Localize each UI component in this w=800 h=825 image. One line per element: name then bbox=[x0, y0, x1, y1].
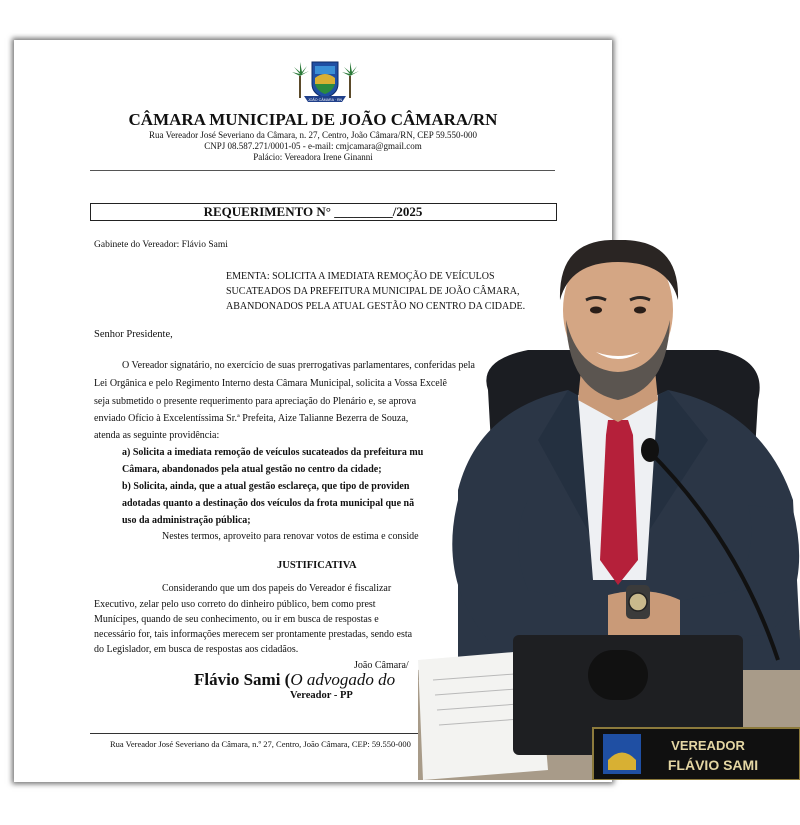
signature-role: Vereador - PP bbox=[290, 690, 353, 701]
request-item: uso da administração pública; bbox=[122, 515, 251, 526]
councilman-photo bbox=[418, 240, 800, 780]
chamber-contact: CNPJ 08.587.271/0001-05 - e-mail: cmjcamara@gmail.com bbox=[204, 141, 422, 151]
justificativa-line: Considerando que um dos papeis do Vereador é fiscalizar bbox=[162, 583, 392, 594]
footer-address: Rua Vereador José Severiano da Câmara, n.º 27, Centro, João Câmara, CEP: 59.550-000 bbox=[110, 739, 411, 749]
place-date: João Câmara/ bbox=[354, 660, 409, 671]
request-item: a) Solicita a imediata remoção de veículos sucateados da prefeitura mu bbox=[122, 447, 424, 458]
nameplate-title: VEREADOR bbox=[671, 738, 745, 753]
chamber-address: Rua Vereador José Severiano da Câmara, n. 27, Centro, João Câmara/RN, CEP 59.550-000 bbox=[149, 130, 477, 140]
closing-line: Nestes termos, aproveito para renovar votos de estima e conside bbox=[162, 531, 419, 542]
ementa-line: SUCATEADOS DA PREFEITURA MUNICIPAL DE JOÃO CÂMARA, bbox=[226, 286, 520, 297]
request-item: b) Solicita, ainda, que a atual gestão esclareça, que tipo de providen bbox=[122, 481, 410, 492]
nameplate-name: FLÁVIO SAMI bbox=[667, 757, 759, 773]
ementa-line: ABANDONADOS PELA ATUAL GESTÃO NO CENTRO DA CIDADE. bbox=[226, 301, 526, 312]
signature-name bbox=[194, 670, 395, 690]
salutation: Senhor Presidente, bbox=[94, 329, 173, 340]
justificativa-title: JUSTIFICATIVA bbox=[277, 560, 357, 571]
header-divider bbox=[90, 170, 555, 171]
justificativa-line: Executivo, zelar pelo uso correto do dinheiro público, bem como prest bbox=[94, 599, 376, 610]
crest-right-palm bbox=[342, 62, 359, 98]
justificativa-line: Munícipes, quando de seu conhecimento, ou ir em busca de respostas e bbox=[94, 614, 379, 625]
ementa-line: EMENTA: SOLICITA A IMEDIATA REMOÇÃO DE VEÍCULOS bbox=[226, 271, 495, 282]
chamber-title: CÂMARA MUNICIPAL DE JOÃO CÂMARA/RN bbox=[128, 110, 498, 129]
body-line: atenda as seguinte providência: bbox=[94, 430, 220, 441]
crest-left-palm bbox=[292, 62, 309, 98]
crest-banner-text: JOÃO CÂMARA · RN bbox=[307, 98, 343, 102]
body-line: Lei Orgânica e pelo Regimento Interno desta Câmara Municipal, solicita a Vossa Excelê bbox=[94, 378, 447, 389]
body-line: enviado Ofício à Excelentíssima Sr.ª Prefeita, Aize Talianne Bezerra de Souza, bbox=[94, 413, 409, 424]
request-item: adotadas quanto a destinação dos veículos da frota municipal que nã bbox=[122, 498, 415, 509]
chamber-palace: Palácio: Vereadora Irene Ginanni bbox=[253, 152, 373, 162]
microphone-head bbox=[641, 438, 659, 462]
requerimento-number: REQUERIMENTO N° _________/2025 bbox=[203, 204, 423, 219]
body-line: seja submetido o presente requerimento para apreciação do Plenário e, se aprova bbox=[94, 396, 417, 407]
justificativa-line: do Legislador, em busca de respostas aos cidadãos. bbox=[94, 644, 299, 655]
justificativa-line: necessário for, tais informações merecem ser prontamente prestadas, sendo esta bbox=[94, 629, 413, 640]
signature-name-text: Flávio Sami ( bbox=[194, 670, 291, 689]
gabinete-line: Gabinete do Vereador: Flávio Sami bbox=[94, 240, 228, 250]
body-line: O Vereador signatário, no exercício de suas prerrogativas parlamentares, conferidas pela bbox=[122, 360, 475, 371]
municipal-crest-logo bbox=[290, 58, 360, 106]
tie bbox=[600, 420, 638, 585]
request-item: Câmara, abandonados pela atual gestão no centro da cidade; bbox=[122, 464, 382, 475]
signature-nickname: O advogado do bbox=[290, 670, 396, 689]
